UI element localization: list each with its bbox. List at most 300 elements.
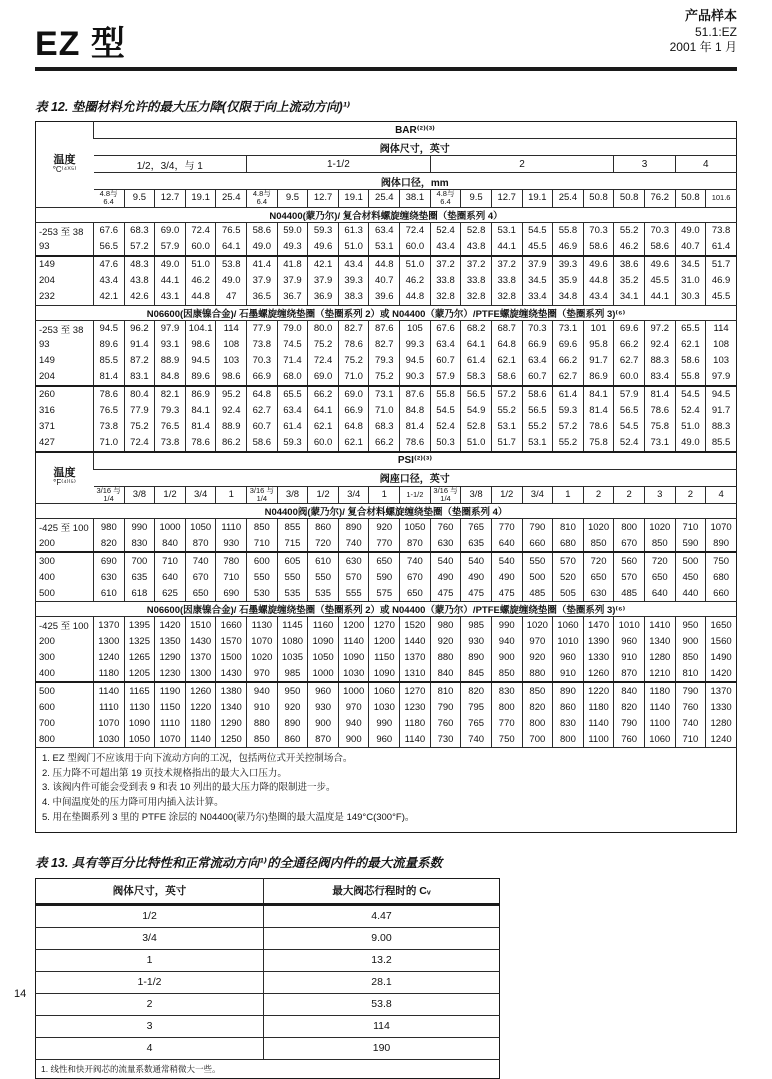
pressure-value: 54.5: [522, 222, 553, 239]
pressure-value: 1130: [124, 699, 155, 715]
pressure-value: 47.6: [94, 256, 125, 273]
pressure-value: 1380: [216, 682, 247, 699]
pressure-value: 540: [491, 552, 522, 569]
pressure-value: 635: [124, 569, 155, 585]
pressure-value: 1370: [400, 649, 431, 665]
pressure-value: 48.3: [124, 256, 155, 273]
pressure-value: 1140: [583, 715, 614, 731]
pressure-value: 1150: [155, 699, 186, 715]
pressure-value: 680: [553, 535, 584, 552]
pressure-value: 54.5: [614, 419, 645, 435]
pressure-value: 59.3: [553, 403, 584, 419]
pressure-value: 1650: [706, 617, 737, 634]
pressure-value: 800: [614, 519, 645, 536]
pressure-value: 41.8: [277, 256, 308, 273]
pressure-value: 610: [308, 552, 339, 569]
pressure-value: 1300: [185, 665, 216, 682]
pressure-value: 535: [308, 585, 339, 602]
pressure-value: 95.2: [216, 386, 247, 403]
pressure-value: 880: [522, 665, 553, 682]
pressure-value: 60.0: [400, 239, 431, 256]
pressure-value: 910: [614, 649, 645, 665]
pressure-value: 39.3: [338, 273, 369, 289]
pressure-value: 960: [553, 649, 584, 665]
table-row: [36, 1059, 500, 1078]
port-size: 3/4: [185, 486, 216, 504]
pressure-value: 618: [124, 585, 155, 602]
pressure-value: 555: [338, 585, 369, 602]
pressure-value: 88.9: [216, 419, 247, 435]
pressure-value: 625: [155, 585, 186, 602]
temperature-value: 400: [39, 667, 55, 679]
pressure-value: 64.1: [461, 337, 492, 353]
pressure-value: 85.5: [94, 353, 125, 369]
port-size: 19.1: [338, 190, 369, 208]
table-row: [36, 602, 737, 617]
pressure-value: 76.5: [155, 419, 186, 435]
port-size: 2: [583, 486, 614, 504]
table-row: [36, 585, 737, 602]
pressure-value: 42.1: [94, 289, 125, 306]
pressure-value: 440: [675, 585, 706, 602]
pressure-value: 690: [94, 552, 125, 569]
pressure-value: 900: [675, 633, 706, 649]
page-number: 14: [14, 988, 27, 1000]
table-row: [36, 699, 737, 715]
temperature-value: 260: [36, 386, 94, 403]
cv-value: 9.00: [264, 927, 500, 949]
port-size: 12.7: [155, 190, 186, 208]
pressure-value: 46.2: [614, 239, 645, 256]
port-size: 1: [369, 486, 400, 504]
pressure-value: 69.6: [614, 320, 645, 337]
temperature-value: 200: [39, 635, 55, 647]
table-row: [36, 971, 500, 993]
pressure-value: 605: [277, 552, 308, 569]
port-size-label: 阀座口径，英寸: [94, 469, 737, 486]
pressure-value: 1180: [583, 699, 614, 715]
pressure-value: 520: [553, 569, 584, 585]
pressure-value: 54.5: [675, 386, 706, 403]
pressure-value: 490: [461, 569, 492, 585]
size-group: 2: [430, 156, 614, 173]
pressure-value: 1190: [155, 682, 186, 699]
pressure-value: 1200: [369, 633, 400, 649]
pressure-value: 69.0: [155, 222, 186, 239]
table-row: [36, 665, 737, 682]
pressure-value: 820: [522, 699, 553, 715]
pressure-value: 1330: [583, 649, 614, 665]
table-row: [36, 715, 737, 731]
temperature-value: 316: [39, 405, 55, 416]
pressure-value: 770: [491, 715, 522, 731]
pressure-value: 64.8: [247, 386, 278, 403]
pressure-value: 630: [430, 535, 461, 552]
pressure-value: 890: [553, 682, 584, 699]
pressure-value: 970: [338, 699, 369, 715]
model-title: EZ 型: [35, 25, 126, 63]
pressure-value: 860: [553, 699, 584, 715]
pressure-value: 540: [461, 552, 492, 569]
pressure-value: 44.8: [400, 289, 431, 306]
pressure-value: 108: [706, 337, 737, 353]
pressure-value: 59.3: [277, 435, 308, 452]
pressure-value: 1140: [400, 731, 431, 748]
pressure-value: 86.2: [216, 435, 247, 452]
pressure-value: 840: [614, 682, 645, 699]
pressure-value: 1240: [94, 649, 125, 665]
pressure-value: 58.6: [491, 369, 522, 386]
pressure-value: 49.0: [155, 256, 186, 273]
pressure-value: 1205: [124, 665, 155, 682]
pressure-value: 1030: [338, 665, 369, 682]
table-row: [36, 435, 737, 452]
pressure-value: 750: [491, 731, 522, 748]
pressure-value: 830: [491, 682, 522, 699]
pressure-value: 45.5: [644, 273, 675, 289]
table-row: [36, 927, 500, 949]
pressure-value: 890: [461, 649, 492, 665]
pressure-value: 68.2: [461, 320, 492, 337]
table-row: [36, 748, 737, 833]
doc-type: 产品样本: [684, 8, 737, 23]
size-group: 1/2，3/4，与 1: [94, 156, 247, 173]
pressure-value: 49.0: [675, 435, 706, 452]
port-size: 4.8与6.4: [94, 190, 125, 208]
table-row: [36, 239, 737, 256]
pressure-value: 82.7: [338, 320, 369, 337]
pressure-value: 1000: [155, 519, 186, 536]
pressure-value: 59.0: [277, 222, 308, 239]
table-row: [36, 949, 500, 971]
pressure-value: 630: [583, 585, 614, 602]
temperature-value: 600: [39, 701, 55, 713]
temperature-label: 温度: [53, 153, 76, 166]
pressure-value: 570: [338, 569, 369, 585]
port-size: 25.4: [216, 190, 247, 208]
pressure-value: 1660: [216, 617, 247, 634]
pressure-value: 64.8: [338, 419, 369, 435]
pressure-value: 91.7: [706, 403, 737, 419]
pressure-value: 1020: [644, 519, 675, 536]
pressure-value: 630: [94, 569, 125, 585]
pressure-value: 53.1: [491, 222, 522, 239]
port-size: 4.8与6.4: [430, 190, 461, 208]
pressure-value: 910: [553, 665, 584, 682]
pressure-value: 800: [491, 699, 522, 715]
pressure-value: 490: [430, 569, 461, 585]
footnote: 2. 压力降不可超出第 19 页技术规格指出的最大入口压力。: [42, 767, 287, 779]
pressure-value: 57.2: [491, 386, 522, 403]
temperature-value: 232: [39, 291, 55, 302]
port-size: 38.1: [400, 190, 431, 208]
pressure-value: 70.3: [522, 320, 553, 337]
pressure-value: 910: [247, 699, 278, 715]
pressure-value: 53.1: [491, 419, 522, 435]
pressure-value: 1020: [522, 617, 553, 634]
pressure-value: 42.6: [124, 289, 155, 306]
pressure-value: 58.6: [247, 435, 278, 452]
pressure-value: 47: [216, 289, 247, 306]
pressure-value: 63.4: [369, 222, 400, 239]
pressure-value: 1270: [400, 682, 431, 699]
pressure-value: 66.9: [247, 369, 278, 386]
gasket-series-band: N04400阀(蒙乃尔)/ 复合材料螺旋缠绕垫圈（垫圈系列 4）: [36, 504, 737, 519]
pressure-value: 80.0: [308, 320, 339, 337]
temperature-value: 800: [39, 733, 55, 745]
pressure-value: 53.8: [216, 256, 247, 273]
pressure-value: 69.6: [553, 337, 584, 353]
pressure-value: 790: [675, 682, 706, 699]
pressure-value: 920: [430, 633, 461, 649]
pressure-value: 730: [430, 731, 461, 748]
pressure-value: 475: [461, 585, 492, 602]
pressure-value: 790: [522, 519, 553, 536]
pressure-value: 98.6: [216, 369, 247, 386]
pressure-value: 86.9: [583, 369, 614, 386]
pressure-value: 61.4: [553, 386, 584, 403]
pressure-value: 81.4: [400, 419, 431, 435]
pressure-value: 540: [430, 552, 461, 569]
pressure-value: 760: [675, 699, 706, 715]
pressure-value: 700: [124, 552, 155, 569]
pressure-value: 76.5: [216, 222, 247, 239]
pressure-value: 1390: [583, 633, 614, 649]
pressure-value: 64.1: [308, 403, 339, 419]
footnote: 3. 该阀内件可能会受到表 9 和表 10 列出的最大压力降的限制进一步。: [42, 782, 336, 794]
port-size: 76.2: [644, 190, 675, 208]
pressure-value: 940: [247, 682, 278, 699]
pressure-value: 64.1: [216, 239, 247, 256]
pressure-value: 104.1: [185, 320, 216, 337]
pressure-value: 56.5: [614, 403, 645, 419]
pressure-value: 990: [369, 715, 400, 731]
pressure-value: 1370: [185, 649, 216, 665]
pressure-value: 68.3: [369, 419, 400, 435]
pressure-value: 80.4: [124, 386, 155, 403]
pressure-value: 53.1: [369, 239, 400, 256]
pressure-value: 1220: [583, 682, 614, 699]
pressure-value: 76.5: [94, 403, 125, 419]
pressure-value: 535: [277, 585, 308, 602]
pressure-value: 1280: [706, 715, 737, 731]
pressure-value: 89.6: [94, 337, 125, 353]
pressure-value: 55.2: [553, 435, 584, 452]
pressure-value: 1010: [614, 617, 645, 634]
valve-size: 2: [36, 993, 264, 1015]
pressure-value: 770: [369, 535, 400, 552]
pressure-value: 103: [706, 353, 737, 369]
pressure-value: 44.8: [369, 256, 400, 273]
pressure-value: 855: [277, 519, 308, 536]
table-row: [36, 403, 737, 419]
table-row: [36, 633, 737, 649]
pressure-value: 101: [583, 320, 614, 337]
pressure-value: 840: [155, 535, 186, 552]
temperature-value: 149: [36, 256, 94, 273]
pressure-value: 550: [522, 552, 553, 569]
pressure-value: 1290: [155, 649, 186, 665]
pressure-value: 78.6: [583, 419, 614, 435]
pressure-value: 68.3: [124, 222, 155, 239]
pressure-value: 1420: [155, 617, 186, 634]
pressure-value: 890: [277, 715, 308, 731]
port-size: 3/16 与 1/4: [94, 486, 125, 504]
pressure-value: 52.4: [614, 435, 645, 452]
size-group: 4: [675, 156, 736, 173]
temperature-value: 300: [39, 651, 55, 663]
table-row: [36, 222, 737, 239]
pressure-value: 1430: [216, 665, 247, 682]
table-row: [36, 320, 737, 337]
port-size: 1/2: [491, 486, 522, 504]
pressure-value: 1270: [369, 617, 400, 634]
pressure-value: 42.1: [308, 256, 339, 273]
port-size: 12.7: [491, 190, 522, 208]
port-size: 9.5: [277, 190, 308, 208]
pressure-value: 740: [675, 715, 706, 731]
pressure-value: 710: [216, 569, 247, 585]
pressure-value: 650: [185, 585, 216, 602]
pressure-value: 95.8: [583, 337, 614, 353]
pressure-value: 57.9: [155, 239, 186, 256]
pressure-value: 830: [124, 535, 155, 552]
valve-size: 1: [36, 949, 264, 971]
pressure-value: 114: [216, 320, 247, 337]
pressure-value: 34.8: [553, 289, 584, 306]
pressure-value: 870: [308, 731, 339, 748]
port-size: 19.1: [185, 190, 216, 208]
pressure-value: 77.9: [124, 403, 155, 419]
pressure-value: 85.5: [706, 435, 737, 452]
pressure-value: 740: [461, 731, 492, 748]
pressure-value: 44.1: [644, 289, 675, 306]
pressure-value: 1340: [644, 633, 675, 649]
doc-info: [670, 6, 737, 56]
pressure-value: 590: [369, 569, 400, 585]
pressure-value: 52.4: [430, 419, 461, 435]
pressure-value: 51.0: [338, 239, 369, 256]
pressure-value: 44.1: [491, 239, 522, 256]
pressure-value: 710: [675, 519, 706, 536]
pressure-value: 73.8: [155, 435, 186, 452]
pressure-value: 82.7: [369, 337, 400, 353]
pressure-value: 1440: [400, 633, 431, 649]
pressure-value: 1370: [94, 617, 125, 634]
pressure-value: 1210: [644, 665, 675, 682]
pressure-value: 1430: [185, 633, 216, 649]
temperature-header: [36, 122, 94, 208]
pressure-value: 800: [553, 731, 584, 748]
pressure-value: 60.7: [247, 419, 278, 435]
pressure-value: 57.9: [614, 386, 645, 403]
temperature-unit: °C⁽⁴⁾⁽⁵⁾: [52, 164, 77, 174]
pressure-value: 960: [308, 682, 339, 699]
pressure-value: 33.8: [430, 273, 461, 289]
pressure-value: 1110: [216, 519, 247, 536]
pressure-value: 550: [247, 569, 278, 585]
pressure-value: 81.4: [94, 369, 125, 386]
pressure-value: 37.9: [277, 273, 308, 289]
pressure-value: 83.4: [644, 369, 675, 386]
pressure-value: 800: [522, 715, 553, 731]
pressure-value: 1090: [369, 665, 400, 682]
cv-value: 190: [264, 1037, 500, 1059]
table-row: [36, 207, 737, 222]
pressure-value: 870: [185, 535, 216, 552]
table-row: [36, 469, 737, 486]
pressure-value: 485: [522, 585, 553, 602]
pressure-value: 1260: [185, 682, 216, 699]
pressure-value: 1180: [400, 715, 431, 731]
pressure-value: 760: [430, 715, 461, 731]
pressure-value: 890: [338, 519, 369, 536]
port-size: 4.8与6.4: [247, 190, 278, 208]
pressure-value: 62.7: [247, 403, 278, 419]
pressure-value: 46.2: [185, 273, 216, 289]
pressure-value: 61.3: [338, 222, 369, 239]
pressure-value: 1030: [369, 699, 400, 715]
pressure-value: 97.9: [706, 369, 737, 386]
pressure-value: 505: [553, 585, 584, 602]
temperature-value: 371: [39, 421, 55, 432]
table12-footnotes: [36, 748, 737, 833]
pressure-value: 34.5: [675, 256, 706, 273]
port-size: 19.1: [522, 190, 553, 208]
pressure-value: 1070: [155, 731, 186, 748]
pressure-value: 35.2: [614, 273, 645, 289]
pressure-value: 36.7: [277, 289, 308, 306]
pressure-value: 1230: [155, 665, 186, 682]
pressure-value: 51.0: [675, 419, 706, 435]
pressure-value: 900: [491, 649, 522, 665]
pressure-value: 75.2: [124, 419, 155, 435]
pressure-value: 475: [491, 585, 522, 602]
pressure-value: 1200: [338, 617, 369, 634]
pressure-value: 36.5: [247, 289, 278, 306]
pressure-value: 66.2: [553, 353, 584, 369]
pressure-value: 1350: [155, 633, 186, 649]
pressure-value: 1050: [124, 731, 155, 748]
pressure-value: 91.4: [124, 337, 155, 353]
table-row: [36, 305, 737, 320]
pressure-value: 75.8: [644, 419, 675, 435]
pressure-value: 82.1: [155, 386, 186, 403]
pressure-value: 860: [308, 519, 339, 536]
pressure-value: 790: [430, 699, 461, 715]
pressure-value: 1070: [94, 715, 125, 731]
pressure-value: 61.4: [706, 239, 737, 256]
port-size: 25.4: [553, 190, 584, 208]
pressure-value: 850: [583, 535, 614, 552]
pressure-value: 54.9: [461, 403, 492, 419]
pressure-value: 84.1: [185, 403, 216, 419]
pressure-value: 91.7: [583, 353, 614, 369]
port-size: 50.8: [614, 190, 645, 208]
pressure-value: 72.4: [308, 353, 339, 369]
pressure-value: 700: [522, 731, 553, 748]
pressure-value: 1035: [277, 649, 308, 665]
pressure-value: 550: [277, 569, 308, 585]
pressure-unit-label: PSI⁽²⁾⁽³⁾: [94, 452, 737, 470]
pressure-value: 1140: [644, 699, 675, 715]
pressure-value: 1020: [247, 649, 278, 665]
pressure-value: 950: [675, 617, 706, 634]
pressure-value: 94.5: [706, 386, 737, 403]
pressure-value: 66.9: [522, 337, 553, 353]
pressure-value: 1000: [308, 665, 339, 682]
table-row: [36, 682, 737, 699]
